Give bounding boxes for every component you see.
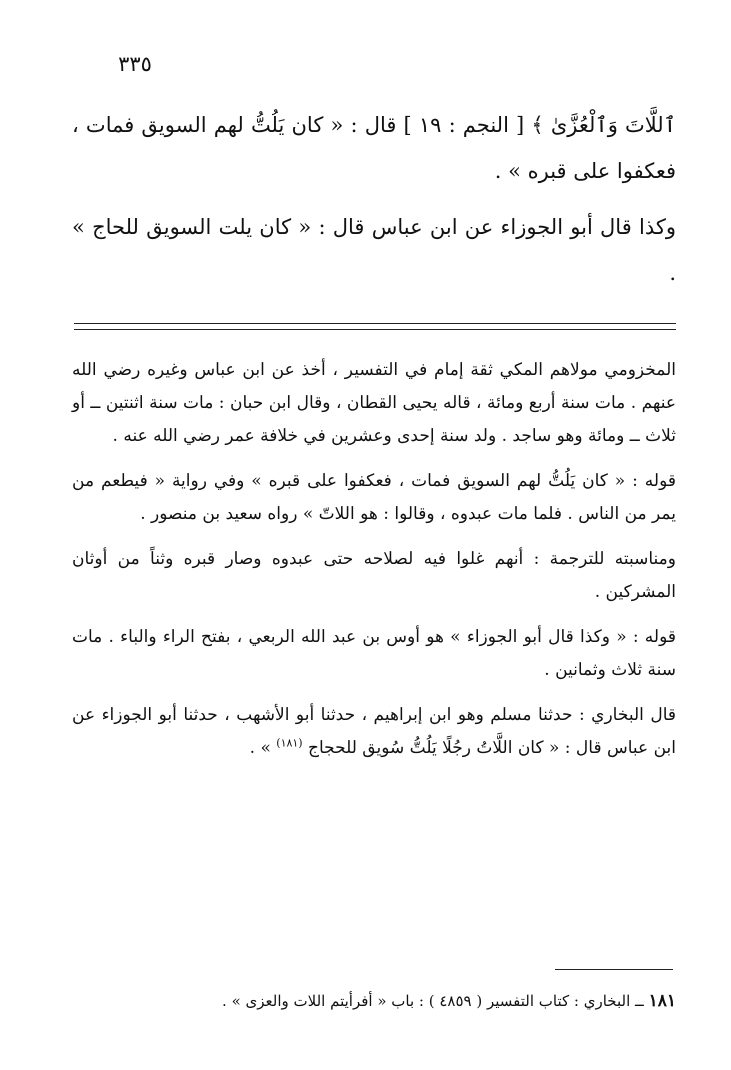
section-divider [74,323,676,330]
commentary-paragraph-5-text: قال البخاري : حدثنا مسلم وهو ابن إبراهيم ، حدثنا أبو الأشهب ، حدثنا أبو الجوزاء عن ابن عباس قال : « كان اللَّاتُ رجُلًا يَلُتُّ سُويق للحجاج [72,705,676,758]
footnote-reference[interactable]: (١٨١) [276,736,303,750]
commentary-paragraph-4: قوله : « وكذا قال أبو الجوزاء » هو أوس بن عبد الله الربعي ، بفتح الراء والباء . مات سنة ثلاث وثمانين . [72,627,676,680]
commentary-paragraph-3: ومناسبته للترجمة : أنهم غلوا فيه لصلاحه حتى عبدوه وصار قبره وثناً من أوثان المشركين . [72,549,676,602]
page-number: ٣٣٥ [118,52,152,76]
footnote-divider [555,969,673,970]
commentary-paragraph-5-end: » . [249,738,271,758]
footnote-number: ١٨١ [648,991,676,1011]
main-text [72,102,676,306]
footnote [72,987,676,1015]
commentary-paragraph-1: المخزومي مولاهم المكي ثقة إمام في التفسير ، أخذ عن ابن عباس وغيره رضي الله عنهم . مات سنة أربع ومائة ، قاله يحيى القطان ، وقال ابن حبان : مات سنة اثنتين ــ أو ثلاث ــ ومائة وهو ساجد . ولد سنة إحدى وعشرين في خلافة عمر رضي الله عنه . [72,360,676,446]
commentary [72,354,676,777]
footnote-text: ــ البخاري : كتاب التفسير ( ٤٨٥٩ ) : باب « أفرأيتم اللات والعزى » . [222,992,644,1010]
commentary-paragraph-5 [72,699,676,765]
main-paragraph-2: وكذا قال أبو الجوزاء عن ابن عباس قال : « كان يلت السويق للحاج » . [72,215,676,285]
commentary-paragraph-2: قوله : « كان يَلُتُّ لهم السويق فمات ، فعكفوا على قبره » وفي رواية « فيطعم من يمر من الناس . فلما مات عبدوه ، وقالوا : هو اللاتّ » رواه سعيد بن منصور . [72,471,676,524]
main-paragraph-1: ٱللَّاتَ وَٱلْعُزَّىٰ ﴾ [ النجم : ١٩ ] قال : « كان يَلُتُّ لهم السويق فمات ، فعكفوا على قبره » . [72,113,676,183]
